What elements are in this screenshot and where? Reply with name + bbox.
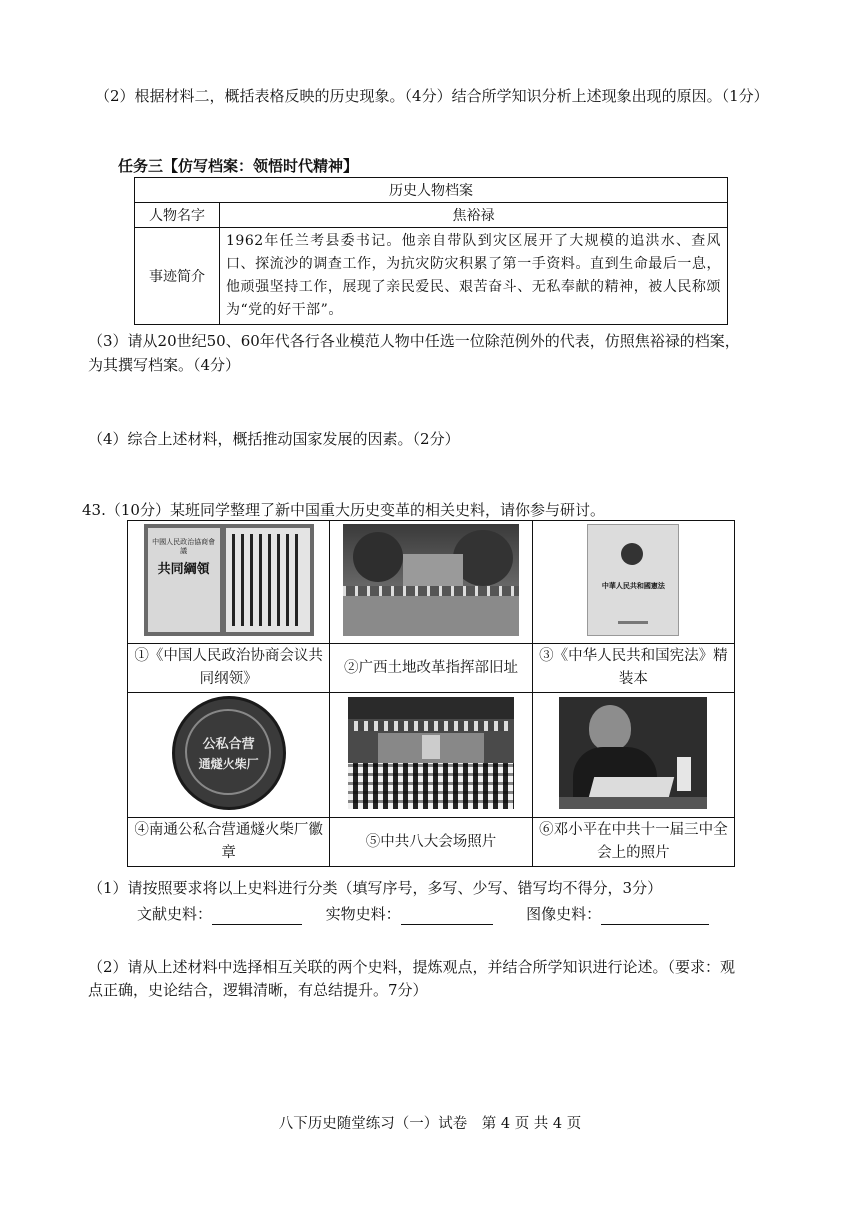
caption-4: ④南通公私合营通燧火柴厂徽章 bbox=[128, 818, 330, 867]
source-image-cell-5 bbox=[330, 693, 532, 818]
archive-table bbox=[134, 177, 728, 325]
task3-title: 任务三【仿写档案：领悟时代精神】 bbox=[118, 157, 359, 175]
common-program-title-small: 中國人民政治協商會議 bbox=[152, 538, 216, 555]
eighth-congress-photo bbox=[348, 697, 514, 809]
source-image-cell-3 bbox=[532, 521, 734, 644]
q43-intro: 43.（10分）某班同学整理了新中国重大历史变革的相关史料，请你参与研讨。 bbox=[82, 501, 605, 519]
source-image-cell-2 bbox=[330, 521, 532, 644]
match-factory-badge-image bbox=[172, 696, 286, 810]
label-image-sources: 图像史料： bbox=[526, 905, 602, 923]
q42-part3-line2: 为其撰写档案。（4分） bbox=[88, 356, 241, 374]
q43-part1: （1）请按照要求将以上史料进行分类（填写序号，多写、少写、错写均不得分，3分） bbox=[88, 879, 663, 897]
constitution-cover-text: 中華人民共和國憲法 bbox=[601, 582, 665, 590]
archive-deeds-text: 1962年任兰考县委书记。他亲自带队到灾区展开了大规模的追洪水、查风口、探流沙的调查工作，为抗灾防灾积累了第一手资料。直到生命最后一息，他顽强坚持工作，展现了亲民爱民、艰苦奋斗、无私奉献的精神，被人民称颂为“党的好干部”。 bbox=[220, 228, 728, 325]
caption-5: ⑤中共八大会场照片 bbox=[330, 818, 532, 867]
common-program-image bbox=[144, 524, 314, 636]
q42-part4: （4）综合上述材料，概括推动国家发展的因素。（2分） bbox=[88, 430, 460, 448]
constitution-book-image bbox=[587, 524, 679, 636]
label-text-sources: 文献史料： bbox=[137, 905, 213, 923]
blank-image-sources[interactable] bbox=[601, 908, 709, 925]
caption-3: ③《中华人民共和国宪法》精装本 bbox=[532, 644, 734, 693]
archive-deeds-label: 事迹简介 bbox=[135, 228, 220, 325]
blank-object-sources[interactable] bbox=[401, 908, 493, 925]
q43-part2-line1: （2）请从上述材料中选择相互关联的两个史料，提炼观点，并结合所学知识进行论述。（要求：观 bbox=[88, 958, 736, 976]
source-image-cell-4 bbox=[128, 693, 330, 818]
deng-xiaoping-photo bbox=[559, 697, 707, 809]
blank-text-sources[interactable] bbox=[212, 908, 302, 925]
land-reform-site-image bbox=[343, 524, 519, 636]
q42-part2: （2）根据材料二，概括表格反映的历史现象。（4分）结合所学知识分析上述现象出现的原因。（1分） bbox=[95, 87, 769, 105]
archive-name-value: 焦裕禄 bbox=[220, 203, 728, 228]
q42-part3-line1: （3）请从20世纪50、60年代各行各业模范人物中任选一位除范例外的代表，仿照焦裕禄的档案， bbox=[88, 332, 740, 350]
label-object-sources: 实物史料： bbox=[325, 905, 401, 923]
source-grid bbox=[127, 520, 735, 867]
page-footer: 八下历史随堂练习（一）试卷 第 4 页 共 4 页 bbox=[278, 1116, 582, 1132]
archive-header: 历史人物档案 bbox=[135, 178, 728, 203]
classification-row bbox=[137, 903, 709, 925]
caption-6: ⑥邓小平在中共十一届三中全会上的照片 bbox=[532, 818, 734, 867]
caption-1: ①《中国人民政治协商会议共同纲领》 bbox=[128, 644, 330, 693]
caption-2: ②广西土地改革指挥部旧址 bbox=[330, 644, 532, 693]
q43-part2-line2: 点正确，史论结合，逻辑清晰，有总结提升。7分） bbox=[88, 981, 428, 999]
source-image-cell-1 bbox=[128, 521, 330, 644]
badge-line1: 公私合营 bbox=[202, 737, 255, 752]
badge-line2: 通燧火柴厂 bbox=[198, 757, 259, 771]
archive-name-label: 人物名字 bbox=[135, 203, 220, 228]
common-program-title-main: 共同綱領 bbox=[157, 562, 210, 577]
source-image-cell-6 bbox=[532, 693, 734, 818]
